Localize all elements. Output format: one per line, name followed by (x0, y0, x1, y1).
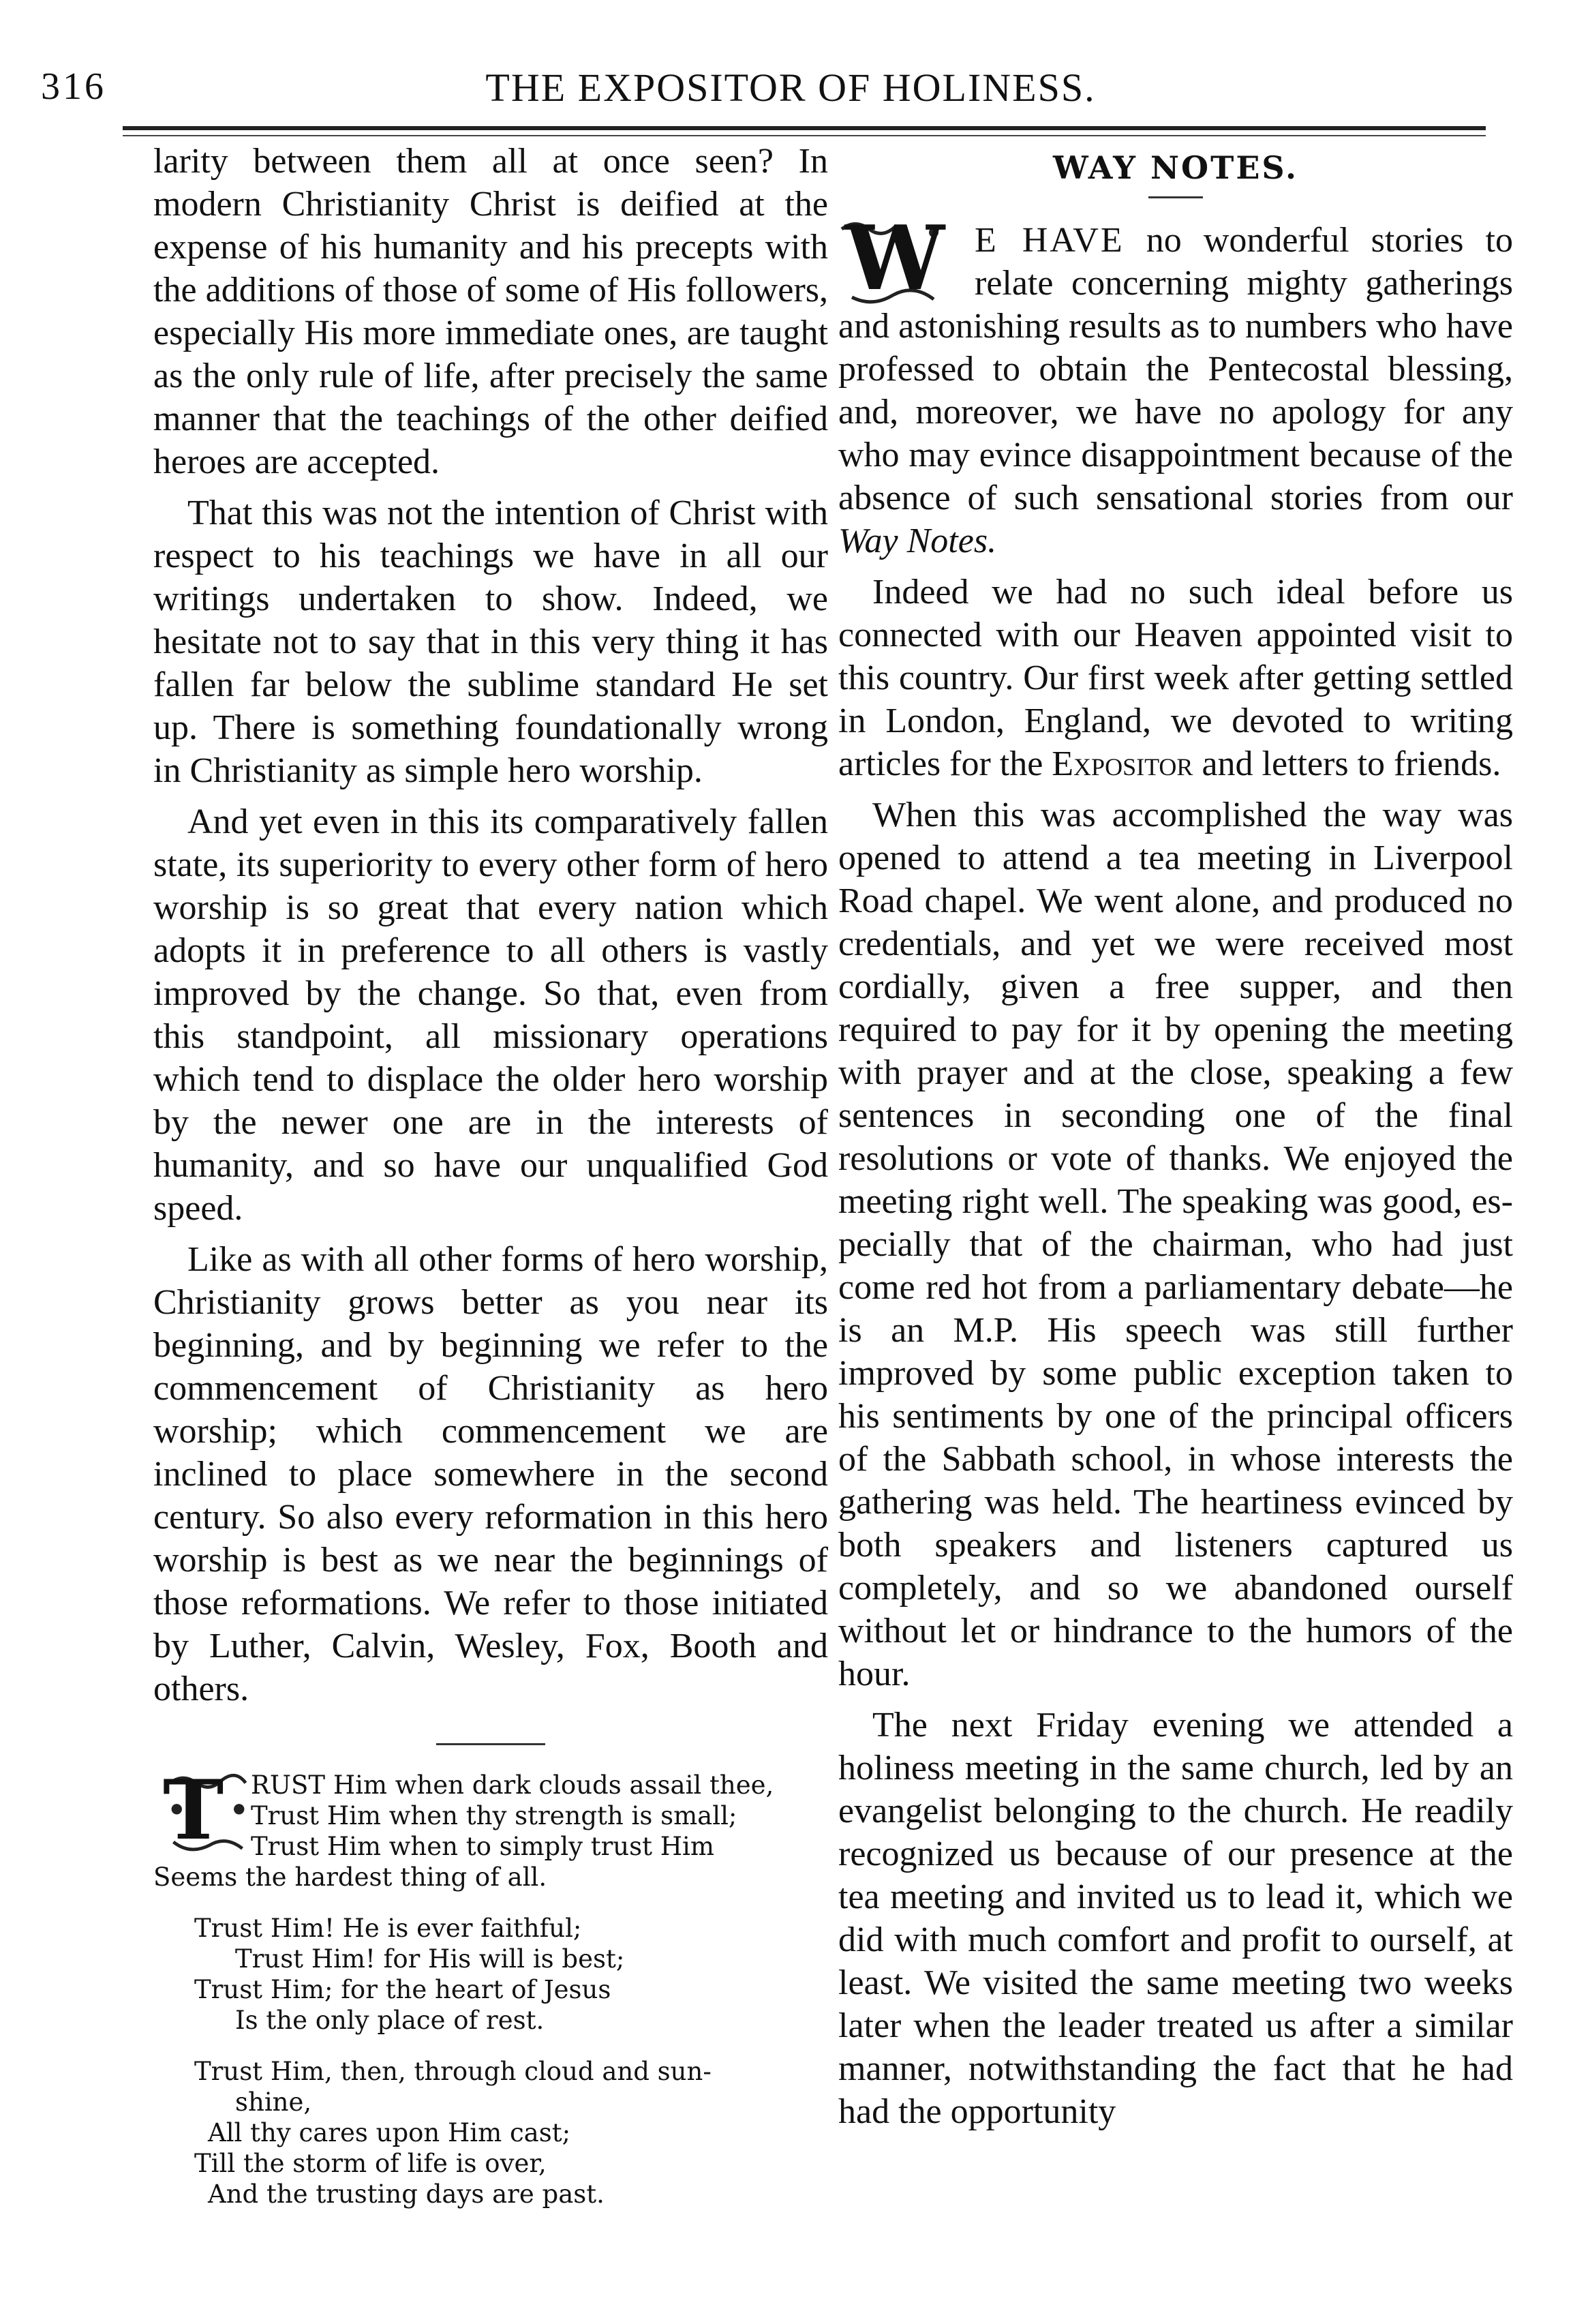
paragraph (838, 571, 1513, 785)
drop-cap-letter: T (163, 1762, 224, 1858)
poem-line: Trust Him! He is ever faithful; (194, 1914, 582, 1943)
poem-line: All thy cares upon Him cast; (208, 2118, 571, 2147)
section-divider (436, 1743, 545, 1745)
paragraph: That this was not the intention of Christ with respect to his teachings we have in all our writings undertaken to show. Indeed, we hesitate not to say that in this very thing it has fallen far below the sublime standard He set up. There is something foundationally wrong in Christianity as simple hero worship. (153, 494, 828, 790)
poem-stanza (153, 1913, 828, 2036)
paragraph: larity between them all at once seen? In modern Christianity Christ is deified at the expense of his humanity and his precepts with the additions of those of some of His followers, especially His more immediate ones, are taught as the only rule of life, after precisely the same manner that the teachings of the other deified heroes are accepted. (153, 142, 828, 481)
poem-line: Seems the hardest thing of all. (153, 1862, 547, 1892)
poem-line: Trust Him, then, through cloud and sun- (194, 2057, 712, 2086)
drop-cap-ornament (153, 1762, 245, 1862)
poem-line: Is the only place of rest. (235, 2006, 545, 2035)
poem-stanza (153, 1762, 828, 1892)
title-rule (1148, 196, 1203, 198)
poem-line: shine, (235, 2087, 312, 2117)
header-rule (123, 126, 1486, 130)
paragraph: Like as with all other forms of hero worship, Christianity grows better as you near its beginning, and by beginning we refer to the commencement of Christianity as hero worship; which commencement we are inclined to place somewhere in the second century. So also every reformation in this hero worship is best as we near the beginnings of those reformations. We refer to those initiated by Luther, Calvin, Wesley, Fox, Booth and others. (153, 1240, 828, 1708)
poem-line: RUST Him when dark clouds assail thee, (251, 1770, 774, 1800)
publication-name: Expositor (1052, 744, 1193, 783)
drop-cap-ornament (838, 206, 968, 310)
paragraph-text: and letters to friends. (1193, 744, 1501, 783)
italic-title: Way Notes. (838, 522, 997, 560)
poem-line: Trust Him; for the heart of Jesus (194, 1975, 611, 2004)
poem-line: Trust Him when thy strength is small; (251, 1801, 737, 1830)
paragraph: The next Friday evening we attended a holiness meeting in the same church, led by an evangelist belonging to the church. He readily recognized us because of our presence at the tea meeting and invited us to lead it, which we did with much comfort and profit to ourself, at least. We visited the same meeting two weeks later when the leader treated us after a similar manner, notwithstanding the fact that he had had the opportunity (838, 1706, 1513, 2131)
page-header (41, 65, 1540, 119)
paragraph: When this was accomplished the way was opened to attend a tea meeting in Liverpool Road chapel. We went alone, and produced no credentials, and yet we were received most cordially, given a free supper, and then required to pay for it by opening the meeting with prayer and at the close, speaking a few sentences in seconding one of the final resolutions or vote of thanks. We enjoyed the meeting right well. The speaking was good, especially that of the chairman, who had just come red hot from a parliamentary debate—he is an M.P. His speech was still further improved by some public exception taken to his sentiments by one of the principal officers of the Sabbath school, in whose interests the gathering was held. The heartiness evinced by both speakers and listeners captured us completely, and so we abandoned ourself without let or hindrance to the humors of the hour. (838, 796, 1513, 1693)
paragraph-text: no wonderful stories to relate concerning mighty gatherings and astonishing results as to numbers who have professed to obtain the Pentecostal blessing, and, moreover, we have no apology for any who may evince disappointment because of the absence of such sensational stories from our (838, 221, 1513, 517)
page-number: 316 (41, 65, 106, 108)
right-column (838, 140, 1513, 2141)
section-title: WAY NOTES. (1053, 149, 1298, 186)
left-column (153, 140, 828, 2230)
poem-line: And the trusting days are past. (208, 2179, 605, 2209)
paragraph (838, 206, 1513, 562)
lead-caps: E HAVE (975, 221, 1125, 260)
poem-line: Trust Him! for His will is best; (235, 1944, 625, 1974)
poem-line: Till the storm of life is over, (194, 2149, 547, 2178)
paragraph: And yet even in this its comparatively fallen state, its superiority to every other form of hero worship is so great that every nation which adopts it in preference to all others is vastly improved by the change. So that, even from this standpoint, all missionary operations which tend to displace the older hero worship by the newer one are in the interests of humanity, and so have our unqualified God speed. (153, 802, 828, 1228)
poem-stanza (153, 2056, 828, 2209)
drop-cap-letter: W (845, 206, 945, 310)
poem-line: Trust Him when to simply trust Him (251, 1832, 714, 1861)
poem (153, 1762, 828, 2209)
running-title: THE EXPOSITOR OF HOLINESS. (485, 65, 1096, 110)
header-rule-thin (123, 135, 1486, 136)
paragraph-text: Indeed we had no such ideal before us connected with our Heaven appointed visit to this country. Our first week after getting settled in London, England, we devoted to writing articles for the (838, 573, 1513, 783)
